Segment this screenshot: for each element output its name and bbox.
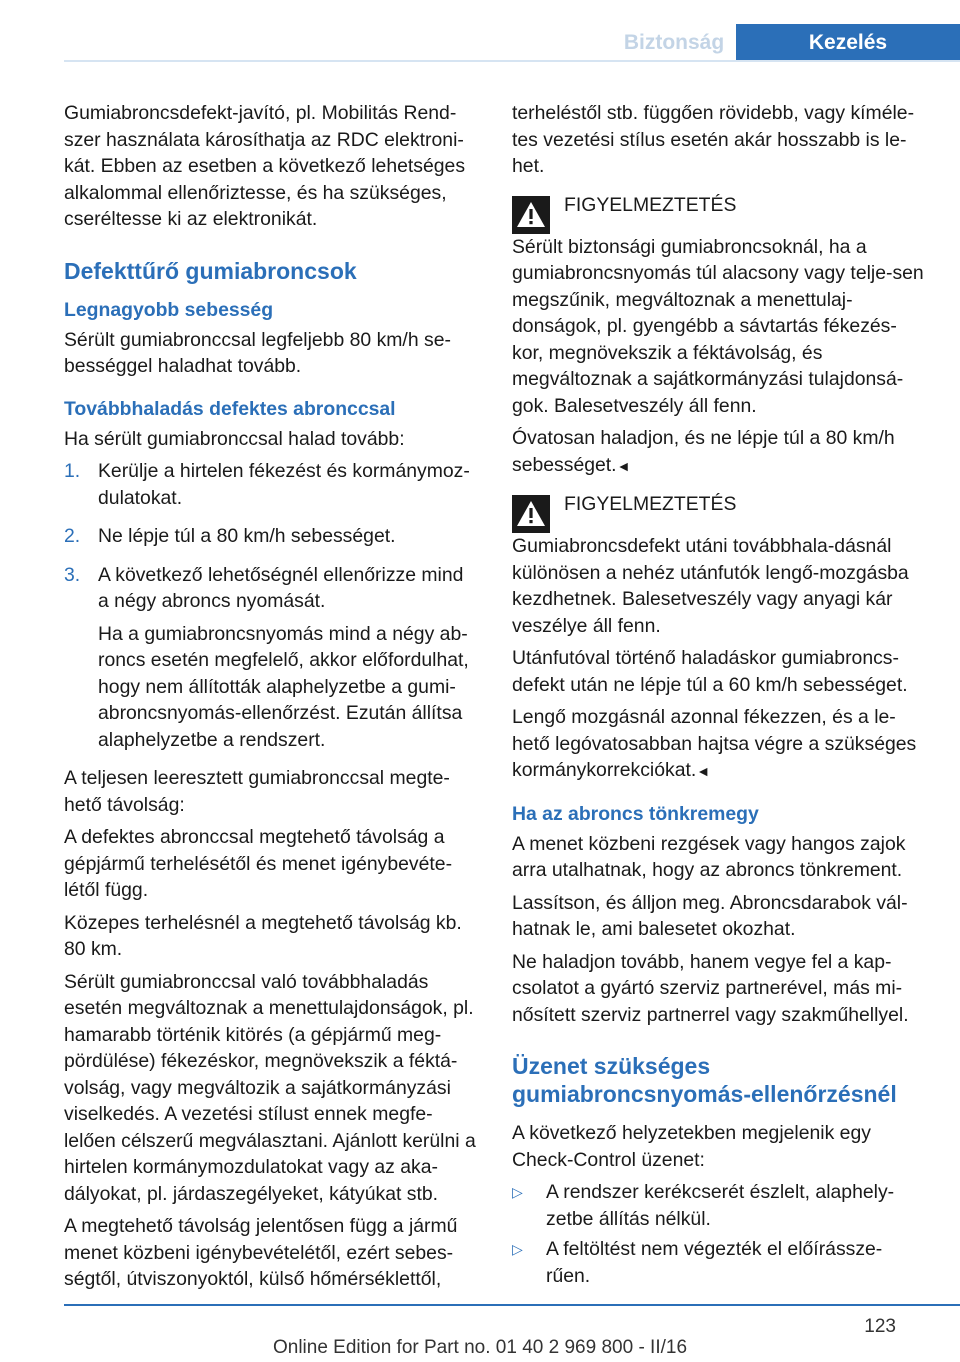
footer-divider [64, 1304, 960, 1306]
list-item [64, 562, 478, 760]
step-text: Kerülje a hirtelen fékezést és kormánymoz-dulatokat. [98, 460, 470, 509]
paragraph: A következő helyzetekben megjelenik egy Check-Control üzenet: [512, 1122, 871, 1171]
section-title: Üzenet szükséges gumiabroncsnyomás-ellenőrzésnél [512, 1053, 897, 1107]
step-number: 2. [64, 525, 81, 547]
paragraph: Közepes terhelésnél a megtehető távolság kb. 80 km. [64, 911, 462, 960]
paragraph: A menet közbeni rezgések vagy hangos zajok arra utalhatnak, hogy az abroncs tönkrement. [512, 832, 906, 881]
list-item [64, 523, 478, 556]
continue-text: Ha sérült gumiabronccsal halad tovább: [64, 427, 405, 450]
step-number: 1. [64, 460, 81, 482]
list-item [512, 1179, 926, 1232]
end-mark: ◄ [616, 457, 631, 474]
paragraph: A defektes abronccsal megtehető távolság a gépjármű terhelésétől és menet igénybevéte-létől függ. [64, 826, 453, 901]
warning-box [512, 491, 926, 785]
subheading-tire-breaks: Ha az abroncs tönkremegy [512, 802, 759, 825]
bullet-list [512, 1179, 926, 1289]
warning-text: Sérült biztonsági gumiabroncsoknál, ha a gumiabroncsnyomás túl alacsony vagy telje-sen megszűnik, megváltoznak a menettulaj-donságok, pl. gyengébb a sávtartás fékezés-kor, megnövekszik a féktávolság, és megváltoznak a sajátkormányzási tulajdonsá-gok. Balesetveszély áll fenn. [512, 235, 924, 417]
warning-text: Gumiabroncsdefekt utáni továbbhala-dásnál különösen a nehéz utánfutók lengő-mozgásba kezdhetnek. Balesetveszély vagy anyagi kár veszélye áll fenn. [512, 535, 909, 637]
warning-box [512, 192, 926, 480]
paragraph: A megtehető távolság jelentősen függ a jármű menet közbeni igénybevételétől, ezért sebes-ségtől, útviszonyoktól, külső hőmérséklettől, [64, 1215, 458, 1290]
tab-biztonsag[interactable]: Biztonság [623, 31, 725, 54]
warning-icon [512, 196, 550, 234]
section-title: Defekttűrő gumiabroncsok [64, 257, 357, 284]
triangle-bullet-icon: ▷ [512, 1241, 523, 1257]
tab-kezeles[interactable]: Kezelés [736, 24, 960, 62]
warning-label: FIGYELMEZTETÉS [564, 493, 737, 515]
bullet-text: A rendszer kerékcserét észlelt, alaphely-zetbe állítás nélkül. [546, 1181, 895, 1230]
right-column [512, 100, 926, 1293]
triangle-bullet-icon: ▷ [512, 1184, 523, 1200]
paragraph: A teljesen leeresztett gumiabronccsal megte-hető távolság: [64, 767, 450, 816]
max-speed-text: Sérült gumiabronccsal legfeljebb 80 km/h se-bességgel haladhat tovább. [64, 328, 451, 377]
step-extra-text: Ha a gumiabroncsnyomás mind a négy ab-roncs esetén megfelelő, akkor előfordulhat, hogy nem állították alaphelyzetbe a gumi-abroncsnyomás-ellenőrzést. Ezután állítsa alaphelyzetbe a rendszert. [98, 622, 469, 751]
step-number: 3. [64, 563, 81, 586]
step-text: A következő lehetőségnél ellenőrizze mind a négy abroncs nyomását. [98, 563, 464, 612]
warning-icon [512, 495, 550, 533]
list-item [512, 1236, 926, 1289]
warning-text: Utánfutóval történő haladáskor gumiabroncs-defekt után ne lépje túl a 60 km/h sebességet. [512, 647, 908, 696]
bullet-text: A feltöltést nem végezték el előírássze-rűen. [546, 1238, 883, 1287]
header-divider [64, 60, 960, 62]
warning-text-2: Óvatosan haladjon, és ne lépje túl a 80 km/h sebességet. [512, 427, 895, 476]
subheading-continue: Továbbhaladás defektes abronccsal [64, 397, 396, 420]
subheading-max-speed: Legnagyobb sebesség [64, 298, 274, 321]
paragraph: Sérült gumiabronccsal való továbbhaladás esetén megváltoznak a menettulajdonságok, pl. hamarabb történik kitörés (a gépjármű meg-pördülése) fékezéskor, megnövekszik a féktá-volság, vagy megváltozik a sajátkormányzási viselkedés. A vezetési stílust ennek megfe-lelően célszerű megválasztani. Ajánlott kerülni a hirtelen kormánymozdulatokat vagy az aka-dályokat, pl. járdaszegélyeket, kátyúkat stb. [64, 970, 476, 1205]
paragraph: Ne haladjon tovább, hanem vegye fel a kap-csolatot a gyártó szerviz partnerével, más mi-nősített szerviz partnerrel vagy szakműhellyel. [512, 950, 909, 1026]
end-mark: ◄ [696, 763, 711, 779]
intro-paragraph: Gumiabroncsdefekt-javító, pl. Mobilitás Rend-szer használata károsíthatja az RDC elektroni-kát. Ebben az esetben a következő lehetséges alkalommal ellenőriztesse, és ha szükséges, cseréltesse ki az elektronikát. [64, 102, 466, 230]
warning-label: FIGYELMEZTETÉS [564, 193, 737, 216]
step-text: Ne lépje túl a 80 km/h sebességet. [98, 525, 396, 547]
list-item [64, 458, 478, 517]
continuation-paragraph: terheléstől stb. függően rövidebb, vagy kíméle-tes vezetési stílus esetén akár hosszabb is le-het. [512, 102, 915, 177]
warning-text-3: Lengő mozgásnál azonnal fékezzen, és a le-hető legóvatosabban hajtsa végre a szükséges kormánykorrekciókat. [512, 706, 917, 781]
warning-text [512, 425, 926, 479]
steps-list [64, 458, 478, 759]
left-column [64, 100, 478, 1299]
warning-text [512, 704, 926, 785]
paragraph: Lassítson, és álljon meg. Abroncsdarabok vál-hatnak le, ami balesetet okozhat. [512, 891, 908, 940]
edition-text: Online Edition for Part no. 01 40 2 969 800 - II/16 [272, 1337, 688, 1358]
page-number: 123 [864, 1316, 896, 1337]
